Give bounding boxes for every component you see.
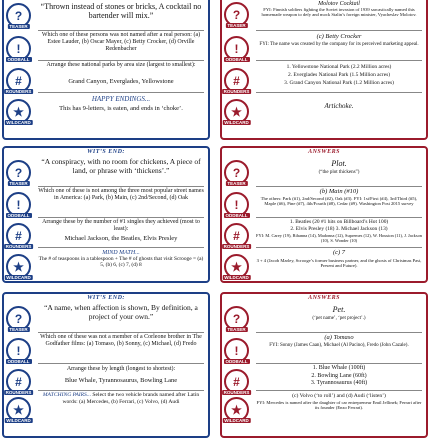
rounders-badge	[224, 223, 249, 248]
wildcard-answer-fyi: FYI: Mercedes is named after the daughter of car entrepreneur Emil Jellinek; Ferrari after its founder (Enzo Ferrari).	[256, 400, 422, 411]
wildcard-badge	[224, 254, 249, 279]
rounders-answer	[256, 365, 422, 388]
rounders-answer-line: 2. Everglades National Park (1.5 Million acres)	[288, 72, 390, 78]
teaser-icon: ?	[14, 165, 23, 180]
rounders-icon: #	[15, 228, 22, 243]
oddball-answer: (b) Main (#10)	[319, 188, 359, 195]
wildcard-badge-label: WILDCARD	[6, 275, 31, 280]
teaser-question: “Thrown instead of stones or bricks, A cocktail no bartender will mix.”	[40, 2, 202, 20]
teaser-badge	[6, 306, 31, 331]
rounders-answer	[256, 63, 422, 87]
question-card-2	[2, 146, 210, 283]
divider	[38, 92, 204, 93]
oddball-badge	[224, 192, 249, 217]
rounders-badge-label: ROUNDERS	[223, 89, 250, 94]
rounders-question: Arrange these national parks by area size (largest to smallest):	[46, 62, 196, 68]
wildcard-icon: ★	[231, 402, 242, 417]
oddball-badge	[6, 338, 31, 363]
oddball-badge-label: ODDBALL	[7, 213, 30, 218]
divider	[38, 390, 204, 391]
teaser-badge-label: TEASER	[227, 181, 246, 186]
wildcard-icon: ★	[13, 104, 24, 119]
oddball-icon: !	[16, 343, 21, 358]
wildcard-badge-label: WILDCARD	[6, 418, 31, 423]
wildcard-badge-label: WILDCARD	[224, 418, 249, 423]
teaser-answer-note: (‘pet name’, ‘pet project’.)	[312, 316, 366, 321]
oddball-answer-fyi: FYI: The name was created by the company for its perceived marketing appeal.	[259, 42, 419, 47]
divider	[38, 217, 204, 218]
oddball-badge-label: ODDBALL	[225, 57, 248, 62]
teaser-badge	[6, 160, 31, 185]
wildcard-answer: Artichoke.	[324, 102, 354, 110]
answer-card-3	[220, 292, 428, 438]
wildcard-icon: ★	[13, 402, 24, 417]
wildcard-badge-label: WILDCARD	[224, 275, 249, 280]
teaser-question: “A name, when affection is shown, By definition, a project of your own.”	[44, 303, 198, 321]
divider	[38, 247, 204, 248]
divider	[38, 332, 204, 333]
divider	[38, 60, 204, 61]
wildcard-badge	[224, 99, 249, 124]
teaser-badge	[224, 160, 249, 185]
rounders-answer-line: 1. Yellowstone National Park (2.2 Million acres)	[286, 64, 392, 70]
rounders-icon: #	[15, 73, 22, 88]
oddball-icon: !	[234, 197, 239, 212]
rounders-items: Michael Jackson, the Beatles, Elvis Presley	[64, 235, 178, 242]
oddball-answer-fyi: FYI: Sonny (James Caan), Michael (Al Pacino), Fredo (John Cazale).	[269, 343, 409, 348]
wildcard-title: MATCHING PAIRS...	[42, 392, 92, 398]
wildcard-badge-label: WILDCARD	[6, 120, 31, 125]
teaser-answer: Pet.	[332, 305, 346, 314]
wildcard-block	[38, 392, 204, 405]
rounders-badge-label: ROUNDERS	[223, 390, 250, 395]
answer-card-1	[220, 0, 428, 140]
oddball-icon: !	[16, 197, 21, 212]
rounders-question: Arrange these by length (longest to shortest):	[66, 366, 176, 372]
oddball-icon: !	[234, 343, 239, 358]
oddball-icon: !	[16, 41, 21, 56]
rounders-badge-label: ROUNDERS	[223, 244, 250, 249]
wildcard-answer: (c) 7	[332, 249, 346, 256]
answer-card-2	[220, 146, 428, 283]
rounders-icon: #	[233, 73, 240, 88]
rounders-answer-fyi: FYI: M. Carey (19), Rihanna (14), Madonna (12), Supremes (12), W. Houston (11), J. Jackson (10), S. Wonder (10)	[256, 233, 422, 244]
divider	[256, 60, 422, 61]
rounders-items: Blue Whale, Tyrannosaurus, Bowling Lane	[64, 377, 178, 384]
teaser-badge	[6, 3, 31, 28]
question-card-3	[2, 292, 210, 438]
rounders-answer-line: 1. Blue Whale (100ft)	[312, 365, 366, 371]
teaser-question: “A conspiracy, with no room for chickens, A piece of land, or phrase with ‘thickens’.”	[41, 157, 201, 175]
teaser-badge	[224, 2, 249, 27]
wildcard-question: This has 9-letters, is eaten, and ends in ‘choke’.	[59, 105, 183, 112]
rounders-icon: #	[15, 374, 22, 389]
oddball-question: Which one of these persons was not named after a real person: (a) Estee Lauder, (b) Oscar Mayer, (c) Betty Crocker, (d) Orville Redenbacher	[41, 32, 201, 52]
divider	[256, 390, 422, 391]
rounders-answer-line: 3. Grand Canyon National Park (1.2 Million acres)	[284, 80, 394, 86]
rounders-badge-label: ROUNDERS	[5, 89, 32, 94]
question-card-1	[2, 0, 210, 140]
wildcard-icon: ★	[13, 259, 24, 274]
teaser-icon: ?	[232, 165, 241, 180]
rounders-badge	[224, 68, 249, 93]
wildcard-icon: ★	[231, 104, 242, 119]
rounders-question: Arrange these by the number of #1 singles they achieved (most to least):	[42, 219, 200, 232]
wildcard-badge	[6, 254, 31, 279]
teaser-answer: Plot.	[331, 159, 347, 168]
oddball-icon: !	[234, 41, 239, 56]
divider	[256, 92, 422, 93]
teaser-answer-note: (“the plot thickens”)	[318, 170, 360, 175]
divider	[38, 30, 204, 31]
oddball-badge-label: ODDBALL	[225, 213, 248, 218]
rounders-items: Grand Canyon, Everglades, Yellowstone	[68, 78, 174, 85]
wildcard-badge	[6, 397, 31, 422]
rounders-badge	[6, 223, 31, 248]
divider	[256, 217, 422, 218]
teaser-badge-label: TEASER	[9, 181, 28, 186]
wildcard-answer: (c) Volvo (‘to roll’) and (d) Audi (‘listen’)	[292, 393, 386, 399]
card-title: ANSWERS	[308, 295, 340, 301]
teaser-badge-label: TEASER	[227, 327, 246, 332]
teaser-badge-label: TEASER	[9, 24, 28, 29]
oddball-badge	[224, 338, 249, 363]
teaser-icon: ?	[14, 8, 23, 23]
wildcard-title: MIND MATH...	[102, 250, 140, 256]
divider	[256, 30, 422, 31]
divider	[256, 247, 422, 248]
teaser-badge-label: TEASER	[9, 327, 28, 332]
divider	[38, 363, 204, 364]
wildcard-question: The # of teaspoons in a tablespoon + The # of ghosts that visit Scrooge = (a) 5, (b) 6, (c) 7, (d) 8	[38, 256, 204, 269]
teaser-answer-fyi: FYI: Finnish soldiers fighting the Soviet invasion of 1939 sarcastically named this homemade weapon to defy and mock Stalin’s foreign minister, Vyacheslav Molotov.	[261, 7, 417, 18]
wildcard-question: Select the two vehicle brands named after Latin words: (a) Mercedes, (b) Ferrari, (c) Volvo, (d) Audi	[62, 392, 200, 405]
oddball-answer-fyi: The others: Park (#1), 2nd/Second (#2), Oak (#3). FYI: 1st/First (#4), 3rd/Third (#5), Maple (#6), Pine (#7), 4th/Fourth (#8), Cedar (#9). Washington Post 2015 survey	[260, 196, 418, 207]
rounders-badge	[6, 68, 31, 93]
answer-title: Molotov Cocktail	[318, 1, 360, 7]
oddball-answer: (a) Tomaso	[324, 334, 354, 341]
rounders-answer	[256, 219, 422, 243]
teaser-icon: ?	[232, 7, 241, 22]
oddball-badge	[6, 192, 31, 217]
card-title: WIT’S END:	[87, 295, 125, 301]
oddball-question: Which one of these was not a member of a Corleone brother in The Godfather films: (a) Tomaso, (b) Sonny, (c) Michael, (d) Fredo	[40, 334, 202, 347]
wildcard-title: HAPPY ENDINGS...	[91, 95, 151, 103]
rounders-badge	[224, 369, 249, 394]
oddball-badge	[6, 36, 31, 61]
card-title: WIT’S END:	[87, 149, 125, 155]
oddball-answer: (c) Betty Crocker	[316, 33, 362, 40]
divider	[256, 363, 422, 364]
divider	[256, 332, 422, 333]
teaser-icon: ?	[232, 311, 241, 326]
oddball-badge-label: ODDBALL	[7, 359, 30, 364]
rounders-answer-line: 2. Elvis Presley (18) 3. Michael Jackson (13)	[290, 226, 388, 232]
teaser-icon: ?	[14, 311, 23, 326]
oddball-question: Which one of these is not among the three most popular street names in America: (a) Park, (b) Main, (c) 2nd/Second, (d) Oak	[38, 188, 204, 201]
wildcard-badge	[6, 99, 31, 124]
wildcard-answer-fyi: 3 + 4 (Jacob Marley, Scrooge’s former business partner, and the ghosts of Christmas Past, Present and Future).	[256, 258, 422, 269]
rounders-icon: #	[233, 228, 240, 243]
rounders-answer-line: 1. Beatles (20 #1 hits on Billboard’s Hot 100)	[289, 219, 389, 225]
divider	[38, 186, 204, 187]
teaser-badge	[224, 306, 249, 331]
oddball-badge-label: ODDBALL	[225, 359, 248, 364]
oddball-badge	[224, 36, 249, 61]
rounders-answer-line: 3. Tyrannosaurus (40ft)	[310, 380, 368, 386]
wildcard-icon: ★	[231, 259, 242, 274]
card-title: ANSWERS	[308, 149, 340, 155]
rounders-badge-label: ROUNDERS	[5, 390, 32, 395]
rounders-badge	[6, 369, 31, 394]
wildcard-badge-label: WILDCARD	[224, 120, 249, 125]
rounders-icon: #	[233, 374, 240, 389]
oddball-badge-label: ODDBALL	[7, 57, 30, 62]
rounders-answer-line: 2. Bowling Lane (60ft)	[311, 372, 367, 379]
rounders-badge-label: ROUNDERS	[5, 244, 32, 249]
teaser-badge-label: TEASER	[227, 23, 246, 28]
divider	[256, 186, 422, 187]
wildcard-badge	[224, 397, 249, 422]
